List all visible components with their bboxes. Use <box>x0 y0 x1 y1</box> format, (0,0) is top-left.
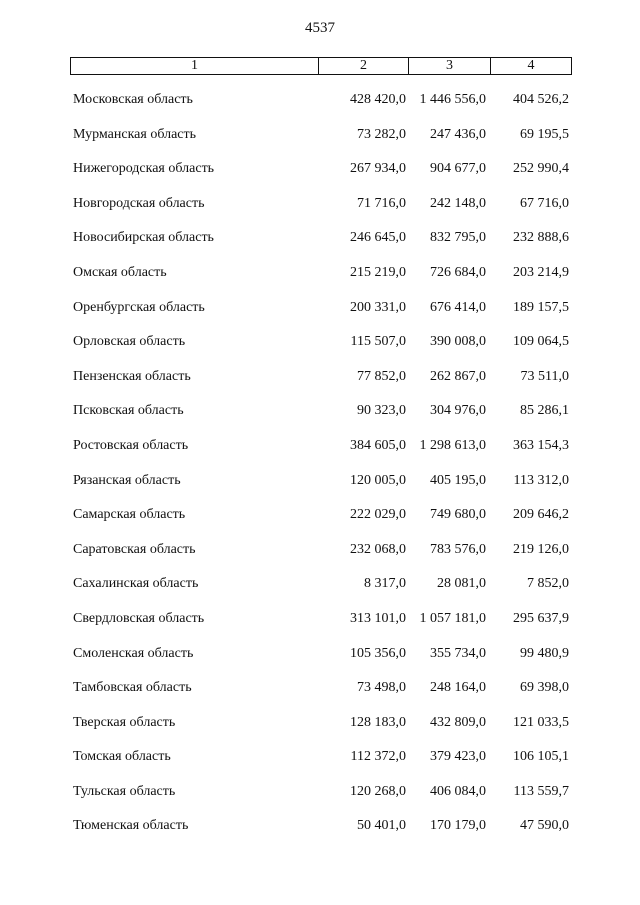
region-name: Тамбовская область <box>73 680 192 696</box>
value-col-3: 247 436,0 <box>430 126 486 142</box>
region-name: Московская область <box>73 92 193 107</box>
region-name: Тульская область <box>73 783 176 799</box>
value-col-2: 8 317,0 <box>364 576 406 592</box>
table-row <box>0 636 640 671</box>
value-col-2: 128 183,0 <box>350 714 406 730</box>
value-col-2: 112 372,0 <box>350 749 406 765</box>
region-name: Новгородская область <box>73 195 205 211</box>
table-row <box>0 497 640 532</box>
value-col-3: 405 195,0 <box>430 472 486 488</box>
header-col-1: 1 <box>71 58 319 74</box>
value-col-2: 120 005,0 <box>350 472 406 488</box>
page-number: 4537 <box>305 20 335 36</box>
table-row <box>0 670 640 705</box>
value-col-2: 105 356,0 <box>350 645 406 661</box>
value-col-3: 432 809,0 <box>430 714 486 730</box>
value-col-4: 67 716,0 <box>520 195 569 211</box>
region-name: Новосибирская область <box>73 230 214 246</box>
region-name: Тверская область <box>73 714 176 730</box>
table-row <box>0 428 640 463</box>
value-col-2: 313 101,0 <box>350 610 406 626</box>
value-col-2: 50 401,0 <box>357 818 406 834</box>
region-name: Смоленская область <box>73 645 194 661</box>
value-col-3: 749 680,0 <box>430 507 486 523</box>
value-col-2: 200 331,0 <box>350 299 406 315</box>
region-name: Нижегородская область <box>73 161 215 177</box>
value-col-4: 219 126,0 <box>513 541 569 557</box>
region-name: Оренбургская область <box>73 299 205 315</box>
table-row <box>0 705 640 740</box>
value-col-4: 85 286,1 <box>520 403 569 419</box>
value-col-3: 304 976,0 <box>430 403 486 419</box>
region-name: Тюменская область <box>73 818 189 834</box>
table-row <box>0 532 640 567</box>
value-col-3: 1 298 613,0 <box>419 437 486 453</box>
header-col-3: 3 <box>409 58 491 74</box>
value-col-2: 77 852,0 <box>357 368 406 384</box>
region-name: Ростовская область <box>73 437 189 453</box>
value-col-3: 676 414,0 <box>430 299 486 315</box>
region-name: Томская область <box>73 749 171 765</box>
value-col-3: 904 677,0 <box>430 161 486 177</box>
value-col-2: 73 498,0 <box>357 680 406 696</box>
value-col-2: 71 716,0 <box>357 195 406 211</box>
value-col-3: 1 057 181,0 <box>419 610 486 626</box>
value-col-2: 115 507,0 <box>350 334 406 350</box>
header-col-4: 4 <box>527 58 535 73</box>
value-col-3: 170 179,0 <box>430 818 486 834</box>
region-name: Омская область <box>73 264 167 280</box>
value-col-3: 242 148,0 <box>430 195 486 211</box>
table-row <box>0 774 640 809</box>
region-name: Саратовская область <box>73 541 196 557</box>
table-row <box>0 290 640 325</box>
value-col-4: 189 157,5 <box>513 299 569 315</box>
value-col-4: 106 105,1 <box>513 749 569 765</box>
table-row <box>0 808 640 843</box>
value-col-3: 355 734,0 <box>430 645 486 661</box>
table-row <box>0 255 640 290</box>
value-col-3: 248 164,0 <box>430 680 486 696</box>
table-row <box>0 151 640 186</box>
table-row <box>0 463 640 498</box>
value-col-4: 69 398,0 <box>520 680 569 696</box>
value-col-4: 209 646,2 <box>513 507 569 523</box>
value-col-3: 832 795,0 <box>430 230 486 246</box>
table-header <box>70 57 572 75</box>
value-col-2: 384 605,0 <box>350 437 406 453</box>
value-col-4: 113 312,0 <box>513 472 569 488</box>
table-row <box>0 566 640 601</box>
value-col-2: 120 268,0 <box>350 783 406 799</box>
value-col-4: 121 033,5 <box>513 714 569 730</box>
value-col-2: 215 219,0 <box>350 264 406 280</box>
value-col-3: 379 423,0 <box>430 749 486 765</box>
value-col-2: 90 323,0 <box>357 403 406 419</box>
value-col-3: 262 867,0 <box>430 368 486 384</box>
region-name: Мурманская область <box>73 126 197 142</box>
table-row <box>0 186 640 221</box>
region-name: Пензенская область <box>73 368 191 384</box>
value-col-4: 47 590,0 <box>520 818 569 834</box>
value-col-4: 99 480,9 <box>520 645 569 661</box>
table-row <box>0 393 640 428</box>
value-col-4: 232 888,6 <box>513 230 569 246</box>
table-row <box>0 601 640 636</box>
table-row <box>0 359 640 394</box>
value-col-2: 222 029,0 <box>350 507 406 523</box>
value-col-4: 69 195,5 <box>520 126 569 142</box>
value-col-3: 1 446 556,0 <box>419 92 486 107</box>
value-col-4: 73 511,0 <box>520 368 569 384</box>
value-col-4: 7 852,0 <box>527 576 569 592</box>
value-col-4: 109 064,5 <box>513 334 569 350</box>
table-row <box>0 82 640 117</box>
value-col-4: 363 154,3 <box>513 437 569 453</box>
value-col-3: 783 576,0 <box>430 541 486 557</box>
region-name: Рязанская область <box>73 472 181 488</box>
table-row <box>0 117 640 152</box>
value-col-4: 203 214,9 <box>513 264 569 280</box>
value-col-3: 390 008,0 <box>430 334 486 350</box>
value-col-4: 252 990,4 <box>513 161 569 177</box>
value-col-2: 428 420,0 <box>350 92 406 107</box>
value-col-2: 73 282,0 <box>357 126 406 142</box>
value-col-3: 28 081,0 <box>437 576 486 592</box>
header-col-2: 2 <box>319 58 409 74</box>
value-col-2: 267 934,0 <box>350 161 406 177</box>
value-col-4: 113 559,7 <box>513 783 569 799</box>
value-col-4: 295 637,9 <box>513 610 569 626</box>
table-row <box>0 324 640 359</box>
region-name: Сахалинская область <box>73 576 199 592</box>
value-col-2: 232 068,0 <box>350 541 406 557</box>
value-col-2: 246 645,0 <box>350 230 406 246</box>
region-name: Псковская область <box>73 403 184 419</box>
value-col-3: 726 684,0 <box>430 264 486 280</box>
table-body <box>0 82 640 843</box>
table-row <box>0 739 640 774</box>
region-name: Орловская область <box>73 334 186 350</box>
value-col-4: 404 526,2 <box>513 92 569 107</box>
value-col-3: 406 084,0 <box>430 783 486 799</box>
table-row <box>0 220 640 255</box>
region-name: Самарская область <box>73 507 186 523</box>
region-name: Свердловская область <box>73 610 205 626</box>
